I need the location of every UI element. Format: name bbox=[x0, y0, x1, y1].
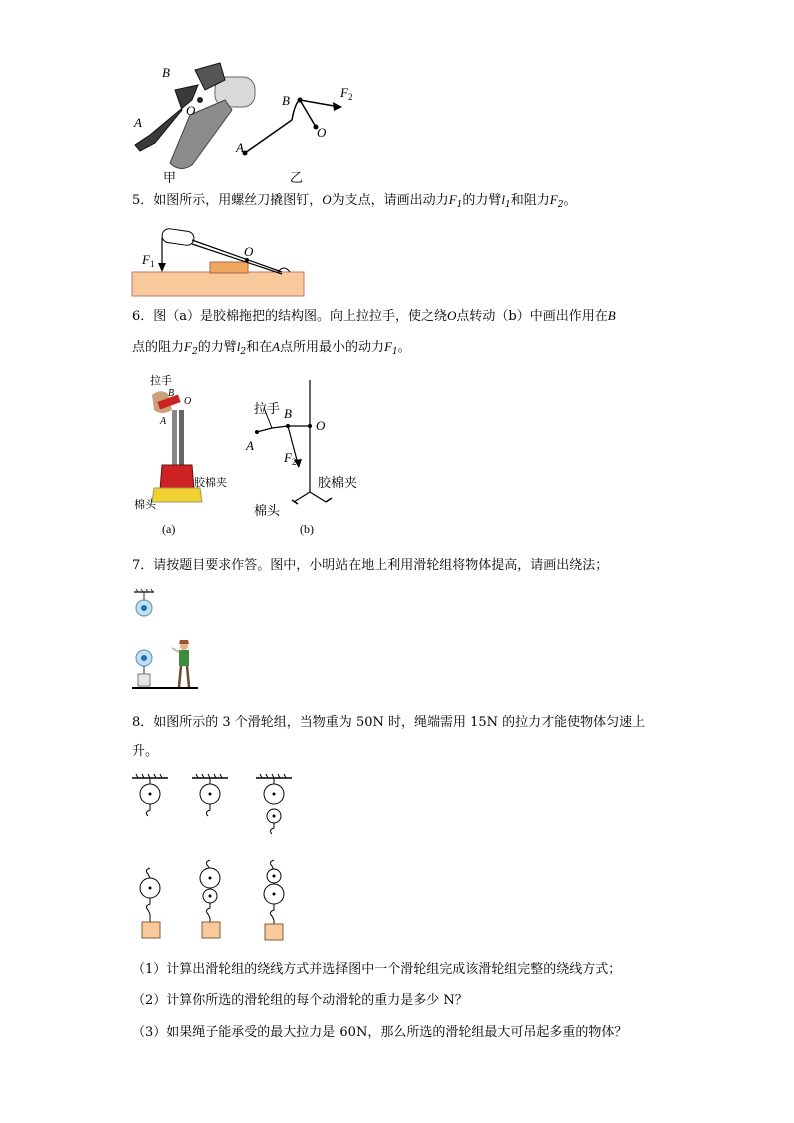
label-b: B bbox=[162, 65, 170, 80]
screwdriver-handle bbox=[161, 228, 195, 246]
lever-arm-ab bbox=[245, 120, 292, 153]
label-a2: A bbox=[236, 140, 244, 155]
pulley-person-drawing bbox=[132, 588, 212, 698]
label-miantou: 棉头 bbox=[254, 504, 281, 519]
label-a: A bbox=[246, 438, 254, 453]
question-8-line-1: 8．如图所示的 3 个滑轮组，当物重为 50N 时，绳端需用 15N 的拉力才能使物体匀速上 bbox=[132, 715, 646, 730]
screwdriver-drawing bbox=[132, 222, 312, 300]
pulley-set-2 bbox=[192, 774, 228, 938]
figure-brake-lever bbox=[120, 55, 380, 190]
question-6-line-2: 点的阻力$F_2$的力臂$l_2$和在A点所用最小的动力$F_1$。 bbox=[132, 339, 411, 357]
board bbox=[132, 272, 304, 296]
brake-lever-drawing bbox=[120, 55, 380, 190]
label-lashou: 拉手 bbox=[254, 402, 281, 417]
figure-three-pulley-sets bbox=[128, 770, 298, 950]
question-8-line-2: 升。 bbox=[132, 744, 159, 759]
figure-screwdriver bbox=[132, 222, 312, 300]
label-b: B bbox=[284, 406, 292, 421]
label-f1: $F_1$ bbox=[142, 252, 155, 269]
figure-pulley-person bbox=[132, 588, 212, 698]
figure-mop-a bbox=[132, 370, 242, 540]
label-lashou: 拉手 bbox=[150, 374, 172, 387]
label-jiaomianjia: 胶棉夹 bbox=[318, 476, 358, 491]
force-f2-arrow bbox=[333, 102, 342, 111]
question-6-line-1: 6．图（a）是胶棉拖把的结构图。向上拉拉手，使之绕O点转动（b）中画出作用在B bbox=[132, 308, 616, 324]
label-miantou: 棉头 bbox=[134, 498, 156, 511]
label-o: O bbox=[244, 244, 254, 259]
label-b2: B bbox=[282, 93, 290, 108]
figure-mop-b bbox=[242, 380, 382, 540]
question-8-sub-1: （1）计算出滑轮组的绕线方式并选择图中一个滑轮组完成该滑轮组完整的绕线方式； bbox=[132, 962, 622, 977]
label-b: B bbox=[168, 388, 175, 399]
label-o2: O bbox=[317, 125, 327, 140]
question-5-text: 5．如图所示，用螺丝刀撬图钉，O为支点，请画出动力$F_1$的力臂$l_1$和阻力$F_2$。 bbox=[132, 192, 577, 210]
label-f2: $F_2$ bbox=[340, 85, 353, 102]
question-7-text: 7．请按题目要求作答。图中，小明站在地上利用滑轮组将物体提高，请画出绕法； bbox=[132, 558, 609, 573]
label-o: O bbox=[186, 103, 196, 118]
caption-a: (a) bbox=[162, 522, 176, 536]
caption-jia: 甲 bbox=[163, 171, 177, 186]
caption-b: (b) bbox=[300, 522, 314, 536]
block bbox=[210, 262, 248, 273]
label-a: A bbox=[134, 115, 142, 130]
label-f2: $F_2$ bbox=[284, 450, 297, 467]
question-8-sub-3: （3）如果绳子能承受的最大拉力是 60N，那么所选的滑轮组最大可吊起多重的物体？ bbox=[132, 1025, 628, 1040]
pulley-set-1 bbox=[132, 774, 168, 938]
pulley-set-3 bbox=[256, 774, 292, 940]
label-jiaomianjia: 胶棉夹 bbox=[194, 476, 227, 489]
caption-yi: 乙 bbox=[290, 171, 304, 186]
label-o: O bbox=[184, 396, 192, 407]
label-a: A bbox=[160, 416, 167, 427]
pulley-sets-drawing bbox=[128, 770, 298, 950]
label-o: O bbox=[316, 418, 326, 433]
question-8-sub-2: （2）计算你所选的滑轮组的每个动滑轮的重力是多少 N？ bbox=[132, 993, 468, 1008]
